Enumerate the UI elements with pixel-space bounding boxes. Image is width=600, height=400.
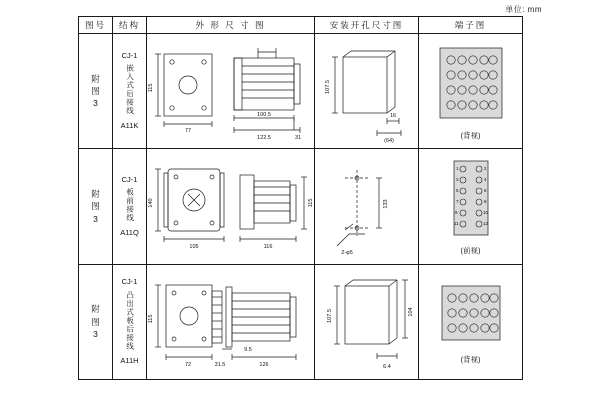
- svg-text:9.5: 9.5: [243, 346, 252, 353]
- table-row: [79, 264, 523, 379]
- mounting-drawing-3: [315, 264, 419, 379]
- terminal-caption: (背视): [460, 355, 481, 365]
- svg-text:107.5: 107.5: [324, 80, 331, 95]
- outline-drawing-3: [147, 264, 315, 379]
- header-outline: 外 形 尺 寸 图: [147, 17, 315, 34]
- svg-text:126: 126: [258, 361, 269, 368]
- table-row: [79, 149, 523, 264]
- structure-code: A11Q: [120, 228, 139, 238]
- structure-type: 凸出式板后接线: [125, 290, 135, 351]
- svg-text:11: 11: [453, 220, 459, 226]
- terminal-drawing-1: [419, 34, 523, 149]
- svg-text:31.5: 31.5: [214, 361, 225, 368]
- svg-text:10: 10: [482, 209, 488, 215]
- header-mounting: 安装开孔尺寸图: [315, 17, 419, 34]
- svg-text:1: 1: [455, 165, 459, 171]
- table-header-row: [79, 17, 523, 34]
- outline-drawing-1: [147, 34, 315, 149]
- mounting-drawing-2: [315, 149, 419, 264]
- svg-text:107.5: 107.5: [326, 308, 333, 323]
- svg-text:(64): (64): [383, 138, 394, 145]
- svg-text:122.5: 122.5: [256, 135, 271, 142]
- specification-table: [78, 16, 523, 380]
- svg-text:5: 5: [455, 187, 459, 193]
- terminal-caption: (前视): [460, 245, 481, 255]
- structure-code: A11H: [120, 356, 139, 366]
- structure-model: CJ-1: [121, 277, 138, 287]
- header-fig-no: 图号: [79, 17, 113, 34]
- structure-type: 板前接线: [125, 187, 135, 222]
- fig-no-cell: 附 图 3: [79, 149, 113, 264]
- mounting-drawing-1: [315, 34, 419, 149]
- fig-no-cell: 附 图 3: [79, 34, 113, 149]
- header-terminal: 端子图: [419, 17, 523, 34]
- terminal-drawing-3: [419, 264, 523, 379]
- svg-text:3: 3: [455, 176, 459, 182]
- svg-text:12: 12: [482, 220, 488, 226]
- table-row: [79, 34, 523, 149]
- terminal-drawing-2: [419, 149, 523, 264]
- structure-cell: [113, 34, 147, 149]
- outline-drawing-2: [147, 149, 315, 264]
- structure-cell: [113, 264, 147, 379]
- svg-text:2: 2: [483, 165, 487, 171]
- svg-text:31: 31: [294, 135, 301, 142]
- unit-note: 单位: mm: [505, 5, 542, 14]
- svg-text:77: 77: [184, 128, 191, 135]
- svg-text:6.4: 6.4: [382, 363, 391, 370]
- structure-type: 嵌入式后接线: [125, 64, 135, 116]
- svg-text:105: 105: [188, 244, 199, 251]
- fig-no-cell: 附 图 3: [79, 264, 113, 379]
- svg-text:4: 4: [483, 176, 487, 182]
- svg-text:16: 16: [389, 113, 396, 120]
- svg-text:72: 72: [184, 361, 191, 368]
- svg-text:2-φ5: 2-φ5: [340, 250, 353, 257]
- structure-model: CJ-1: [121, 50, 138, 60]
- svg-text:115: 115: [307, 199, 314, 208]
- svg-text:104: 104: [407, 307, 414, 317]
- svg-text:133: 133: [382, 199, 389, 210]
- svg-text:115: 115: [147, 314, 154, 324]
- svg-text:115: 115: [147, 83, 154, 93]
- svg-text:7: 7: [455, 198, 459, 204]
- header-structure: 结构: [113, 17, 147, 34]
- svg-text:8: 8: [483, 198, 487, 204]
- svg-text:6: 6: [483, 187, 487, 193]
- svg-text:100.5: 100.5: [256, 112, 271, 119]
- structure-code: A11K: [120, 121, 139, 131]
- terminal-caption: (背视): [460, 130, 481, 140]
- structure-cell: [113, 149, 147, 264]
- svg-text:9: 9: [454, 209, 458, 215]
- svg-text:116: 116: [263, 244, 272, 251]
- svg-text:140: 140: [147, 198, 154, 209]
- structure-model: CJ-1: [121, 174, 138, 184]
